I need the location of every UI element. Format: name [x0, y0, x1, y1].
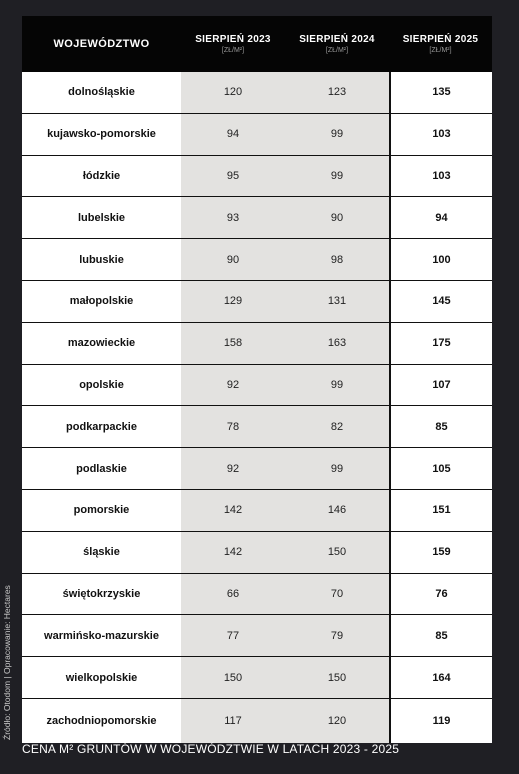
- header-2023-title: SIERPIEŃ 2023: [195, 34, 271, 45]
- region-cell: zachodniopomorskie: [46, 714, 157, 727]
- table-row: [22, 323, 492, 365]
- value-2023-cell: 92: [181, 365, 285, 406]
- table-row: [22, 239, 492, 281]
- value-2025-cell: 85: [389, 406, 492, 447]
- header-2024: [285, 16, 389, 72]
- value-2025-cell: 100: [389, 239, 492, 280]
- value-2024-cell: 150: [285, 657, 389, 698]
- table-row: [22, 699, 492, 743]
- value-2023-cell: 92: [181, 448, 285, 489]
- table-header: [22, 16, 492, 72]
- value-2024-cell: 70: [285, 574, 389, 615]
- value-2025-cell: 94: [389, 197, 492, 238]
- value-2023-cell: 78: [181, 406, 285, 447]
- table-row: [22, 574, 492, 616]
- value-2023-cell: 117: [181, 699, 285, 743]
- value-2025-cell: 103: [389, 114, 492, 155]
- table-row: [22, 197, 492, 239]
- value-2025-cell: 145: [389, 281, 492, 322]
- value-2023-cell: 66: [181, 574, 285, 615]
- table-row: [22, 532, 492, 574]
- value-2024-cell: 99: [285, 365, 389, 406]
- value-2025-cell: 105: [389, 448, 492, 489]
- value-2024-cell: 90: [285, 197, 389, 238]
- value-2024-cell: 120: [285, 699, 389, 743]
- value-2024-cell: 99: [285, 156, 389, 197]
- value-2025-cell: 164: [389, 657, 492, 698]
- region-cell: opolskie: [79, 378, 124, 391]
- source-note: Źródło: Otodom | Opracowanie: Hectares: [2, 585, 12, 740]
- header-region: WOJEWÓDZTWO: [53, 38, 150, 50]
- table-row: [22, 657, 492, 699]
- value-2024-cell: 99: [285, 114, 389, 155]
- header-2023: [181, 16, 285, 72]
- region-cell: warmińsko-mazurskie: [44, 629, 159, 642]
- region-cell: podkarpackie: [66, 420, 137, 433]
- value-2024-cell: 163: [285, 323, 389, 364]
- value-2024-cell: 131: [285, 281, 389, 322]
- table-row: [22, 72, 492, 114]
- region-cell: pomorskie: [73, 504, 130, 517]
- value-2025-cell: 119: [389, 699, 492, 743]
- value-2023-cell: 142: [181, 490, 285, 531]
- value-2025-cell: 159: [389, 532, 492, 573]
- region-cell: kujawsko-pomorskie: [47, 128, 156, 141]
- table-row: [22, 406, 492, 448]
- header-2025-unit: [ZŁ/M²]: [429, 47, 452, 54]
- region-cell: dolnośląskie: [68, 86, 135, 99]
- region-cell: małopolskie: [69, 295, 134, 308]
- value-2023-cell: 129: [181, 281, 285, 322]
- region-cell: łódzkie: [82, 169, 121, 182]
- header-2024-unit: [ZŁ/M²]: [325, 47, 349, 54]
- value-2023-cell: 142: [181, 532, 285, 573]
- table-row: [22, 156, 492, 198]
- header-2023-unit: [ZŁ/M²]: [221, 47, 245, 54]
- table-row: [22, 365, 492, 407]
- table-row: [22, 615, 492, 657]
- value-2025-cell: 151: [389, 490, 492, 531]
- table-caption: CENA M² GRUNTÓW W WOJEWÓDZTWIE W LATACH 2023 - 2025: [22, 742, 400, 756]
- table-row: [22, 281, 492, 323]
- value-2025-cell: 135: [389, 72, 492, 113]
- value-2025-cell: 85: [389, 615, 492, 656]
- value-2025-cell: 103: [389, 156, 492, 197]
- header-2025: [389, 16, 492, 72]
- region-cell: lubuskie: [79, 253, 124, 266]
- value-2023-cell: 95: [181, 156, 285, 197]
- value-2024-cell: 79: [285, 615, 389, 656]
- price-table: [22, 16, 492, 743]
- region-cell: wielkopolskie: [65, 671, 138, 684]
- region-cell: lubelskie: [77, 211, 126, 224]
- value-2023-cell: 94: [181, 114, 285, 155]
- region-cell: śląskie: [83, 546, 120, 559]
- region-cell: podlaskie: [76, 462, 127, 475]
- value-2023-cell: 150: [181, 657, 285, 698]
- value-2023-cell: 120: [181, 72, 285, 113]
- table-row: [22, 114, 492, 156]
- value-2023-cell: 158: [181, 323, 285, 364]
- table-row: [22, 448, 492, 490]
- value-2023-cell: 90: [181, 239, 285, 280]
- value-2024-cell: 123: [285, 72, 389, 113]
- value-2024-cell: 150: [285, 532, 389, 573]
- value-2024-cell: 99: [285, 448, 389, 489]
- header-2024-title: SIERPIEŃ 2024: [299, 34, 375, 45]
- region-cell: świętokrzyskie: [62, 587, 141, 600]
- table-row: [22, 490, 492, 532]
- table-body: [22, 72, 492, 743]
- value-2023-cell: 93: [181, 197, 285, 238]
- value-2025-cell: 107: [389, 365, 492, 406]
- value-2023-cell: 77: [181, 615, 285, 656]
- value-2025-cell: 175: [389, 323, 492, 364]
- value-2024-cell: 146: [285, 490, 389, 531]
- value-2024-cell: 98: [285, 239, 389, 280]
- value-2024-cell: 82: [285, 406, 389, 447]
- region-cell: mazowieckie: [67, 337, 136, 350]
- header-2025-title: SIERPIEŃ 2025: [402, 34, 479, 45]
- value-2025-cell: 76: [389, 574, 492, 615]
